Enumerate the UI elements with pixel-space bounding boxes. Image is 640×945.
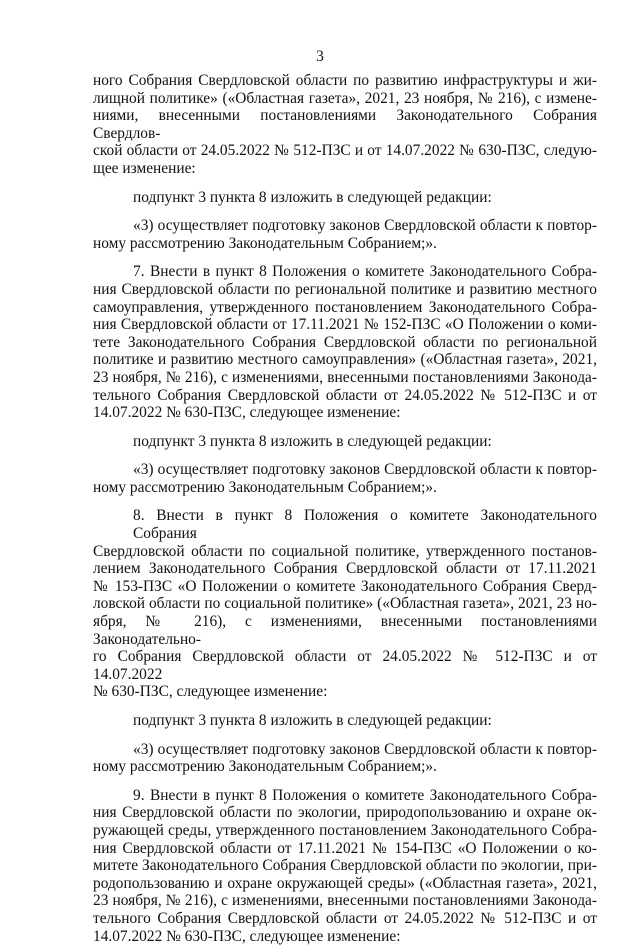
text-line: подпункт 3 пункта 8 изложить в следующей редакции: [133, 712, 492, 729]
paragraph-p-sub-3 [93, 712, 597, 730]
page-number: 3 [316, 48, 324, 65]
text-line: ской области от 24.05.2022 № 512-ПЗС и от 14.07.2022 № 630-ПЗС, следую- [93, 142, 597, 160]
text-line: ниями, внесенными постановлениями Законодательного Собрания Свердлов- [93, 107, 597, 142]
text-line: ному рассмотрению Законодательным Собранием;». [93, 758, 437, 776]
text-line: подпункт 3 пункта 8 изложить в следующей редакции: [133, 188, 492, 206]
paragraph-p-intro [93, 72, 597, 178]
text-line: 8. Внести в пункт 8 Положения о комитете Законодательного Собрания [133, 507, 597, 543]
paragraph-gap [93, 252, 597, 263]
text-line: тельного Собрания Свердловской области от 24.05.2022 № 512-ПЗС и от [93, 386, 597, 404]
paragraph-p-item-9 [93, 787, 597, 945]
paragraph-p-sub-2 [93, 433, 597, 451]
text-line: 9. Внести в пункт 8 Положения о комитете Законодательного Собра- [133, 786, 597, 804]
text-line: «3) осуществляет подготовку законов Свердловской области к повтор- [133, 461, 597, 479]
paragraph-gap [93, 178, 597, 189]
text-line: политике и развитию местного самоуправления» («Областная газета», 2021, [93, 351, 597, 369]
text-line: 14.07.2022 № 630-ПЗС, следующее изменение: [93, 404, 401, 422]
text-line: лением Законодательного Собрания Свердловской области от 17.11.2021 [93, 560, 597, 578]
paragraph-p-item-8 [93, 507, 597, 701]
text-line: «3) осуществляет подготовку законов Свердловской области к повтор- [133, 217, 597, 235]
text-line: 7. Внести в пункт 8 Положения о комитете Законодательного Собра- [133, 263, 597, 281]
text-line: 14.07.2022 № 630-ПЗС, следующее изменение: [93, 927, 401, 945]
text-line: ного Собрания Свердловской области по развитию инфраструктуры и жи- [93, 72, 597, 89]
text-line: подпункт 3 пункта 8 изложить в следующей редакции: [133, 432, 492, 450]
text-line: 23 ноября, № 216), с изменениями, внесенными постановлениями Законода- [93, 892, 597, 910]
paragraph-gap [93, 776, 597, 787]
text-line: ному рассмотрению Законодательным Собранием;». [93, 234, 437, 252]
text-line: лищной политике» («Областная газета», 2021, 23 ноября, № 216), с измене- [93, 89, 597, 107]
text-line: ния Свердловской области от 17.11.2021 № 152-ПЗС «О Положении о коми- [93, 316, 597, 334]
paragraph-p-item-7 [93, 263, 597, 421]
text-line: тете Законодательного Собрания Свердловской области по региональной [93, 333, 597, 351]
paragraph-gap [93, 450, 597, 461]
text-line: «3) осуществляет подготовку законов Свердловской области к повтор- [133, 740, 597, 758]
text-line: № 153-ПЗС «О Положении о комитете Законодательного Собрания Сверд- [93, 577, 597, 595]
text-line: ния Свердловской области по экологии, природопользованию и охране ок- [93, 804, 597, 822]
text-line: ября, № 216), с изменениями, внесенными постановлениями Законодательно- [93, 613, 597, 648]
text-line: самоуправления, утвержденного постановлением Законодательного Собра- [93, 298, 597, 316]
text-line: родопользованию и охране окружающей среды» («Областная газета», 2021, [93, 874, 597, 892]
paragraph-gap [93, 730, 597, 741]
paragraph-p-quote-2 [93, 461, 597, 496]
text-line: № 630-ПЗС, следующее изменение: [93, 683, 328, 701]
paragraph-gap [93, 701, 597, 712]
text-line: щее изменение: [93, 159, 196, 177]
paragraph-p-sub-1 [93, 189, 597, 207]
text-line: ному рассмотрению Законодательным Собранием;». [93, 478, 437, 496]
text-line: тельного Собрания Свердловской области от 24.05.2022 № 512-ПЗС и от [93, 909, 597, 927]
text-line: ружающей среды, утвержденного постановлением Законодательного Собра- [93, 821, 597, 839]
text-line: ния Свердловской области от 17.11.2021 № 154-ПЗС «О Положении о ко- [93, 839, 597, 857]
paragraph-gap [93, 496, 597, 507]
text-line: 23 ноября, № 216), с изменениями, внесенными постановлениями Законода- [93, 368, 597, 386]
text-line: го Собрания Свердловской области от 24.05.2022 № 512-ПЗС и от 14.07.2022 [93, 648, 597, 683]
paragraph-gap [93, 206, 597, 217]
paragraph-gap [93, 422, 597, 433]
text-line: митете Законодательного Собрания Свердловской области по экологии, при- [93, 857, 597, 875]
document-body [93, 72, 597, 945]
text-line: Свердловской области по социальной политике, утвержденного постанов- [93, 542, 597, 560]
paragraph-p-quote-3 [93, 741, 597, 776]
paragraph-p-quote-1 [93, 217, 597, 252]
text-line: ловской области по социальной политике» («Областная газета», 2021, 23 но- [93, 595, 597, 613]
text-line: ния Свердловской области по региональной политике и развитию местного [93, 280, 597, 298]
